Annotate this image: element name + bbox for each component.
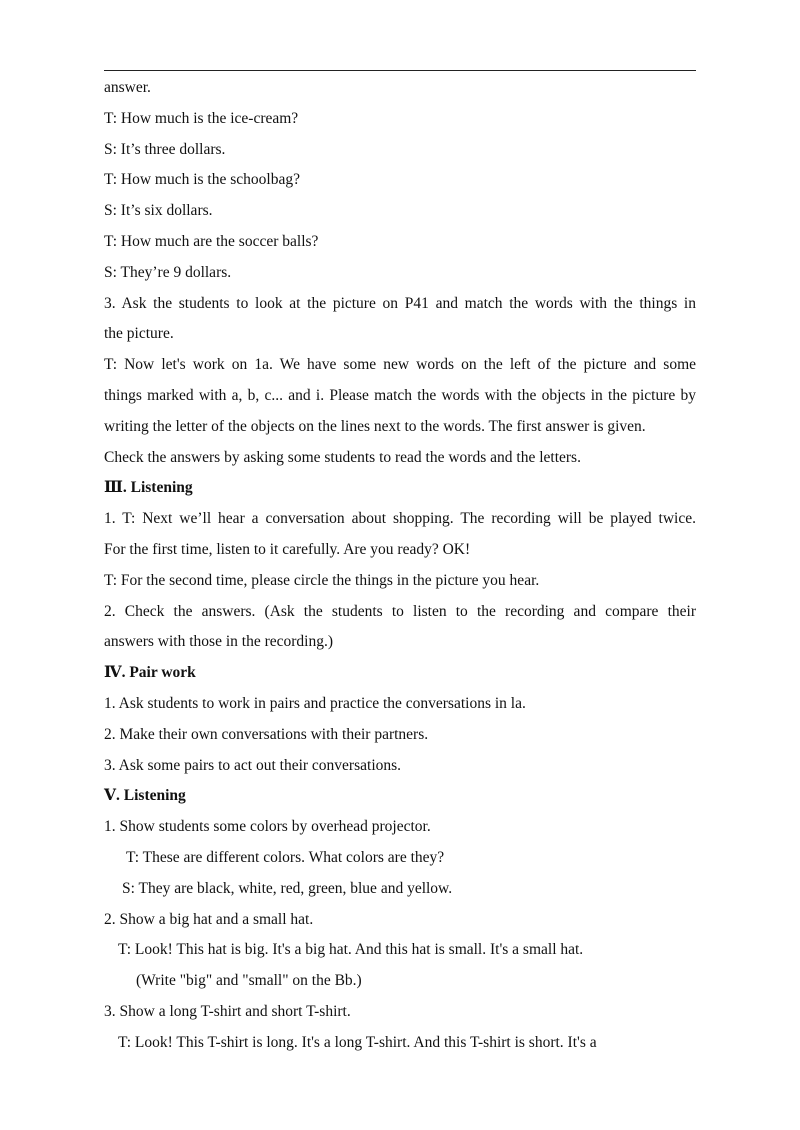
- text-line: T: How much are the soccer balls?: [104, 232, 319, 250]
- document-body: [104, 73, 696, 1059]
- text-line: S: They are black, white, red, green, blue and yellow.: [122, 879, 453, 897]
- section-heading-pair-work: Ⅳ. Pair work: [104, 664, 196, 682]
- text-line: 2. Show a big hat and a small hat.: [104, 910, 314, 928]
- text-line: T: For the second time, please circle the things in the picture you hear.: [104, 571, 540, 589]
- text-line: 1. T: Next we’ll hear a conversation about shopping. The recording will be played twice.: [104, 510, 696, 528]
- text-line: S: It’s six dollars.: [104, 202, 213, 220]
- text-line: 1. Ask students to work in pairs and practice the conversations in la.: [104, 694, 526, 712]
- text-line: (Write "big" and "small" on the Bb.): [136, 972, 362, 990]
- text-line: 2. Check the answers. (Ask the students to listen to the recording and compare their: [104, 602, 696, 620]
- section-heading-listening-2: Ⅴ. Listening: [104, 787, 186, 805]
- text-line: answers with those in the recording.): [104, 633, 333, 651]
- text-line: T: How much is the schoolbag?: [104, 171, 300, 189]
- text-line: For the first time, listen to it carefully. Are you ready? OK!: [104, 540, 471, 558]
- text-line: T: How much is the ice-cream?: [104, 109, 299, 127]
- text-line: T: Now let's work on 1a. We have some new words on the left of the picture and some: [104, 356, 696, 374]
- text-line: S: It’s three dollars.: [104, 140, 226, 158]
- text-line: T: These are different colors. What colors are they?: [126, 848, 445, 866]
- text-line: 3. Ask some pairs to act out their conversations.: [104, 756, 402, 774]
- text-line: 2. Make their own conversations with their partners.: [104, 725, 429, 743]
- header-rule: [104, 70, 696, 71]
- text-line: answer.: [104, 79, 151, 96]
- text-line: the picture.: [104, 325, 174, 343]
- text-line: 3. Ask the students to look at the picture on P41 and match the words with the things in: [104, 294, 696, 312]
- text-line: 3. Show a long T-shirt and short T-shirt.: [104, 1002, 351, 1020]
- text-line: Check the answers by asking some students to read the words and the letters.: [104, 448, 581, 466]
- text-line: T: Look! This hat is big. It's a big hat. And this hat is small. It's a small hat.: [118, 941, 584, 959]
- text-line: writing the letter of the objects on the lines next to the words. The first answer is given.: [104, 417, 646, 435]
- section-heading-listening: Ⅲ. Listening: [104, 479, 193, 497]
- text-line: S: They’re 9 dollars.: [104, 263, 232, 281]
- text-line: things marked with a, b, c... and i. Please match the words with the objects in the picture by: [104, 386, 696, 404]
- text-line: 1. Show students some colors by overhead projector.: [104, 818, 431, 836]
- text-line: T: Look! This T-shirt is long. It's a long T-shirt. And this T-shirt is short. It's a: [118, 1033, 597, 1051]
